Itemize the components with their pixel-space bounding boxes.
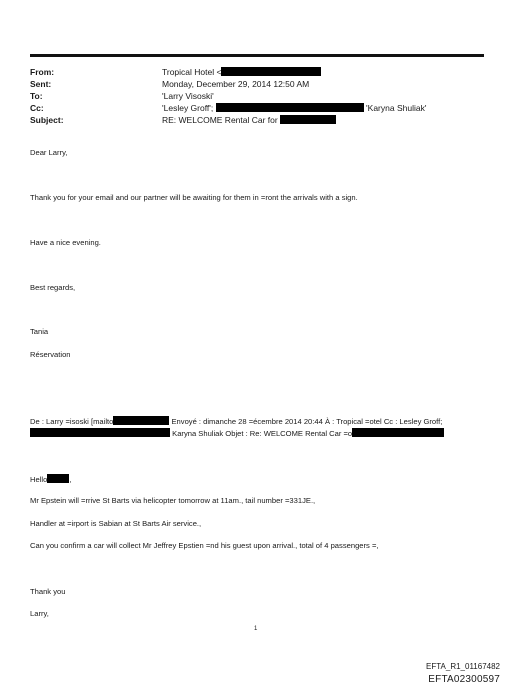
subject-label: Subject: [30,115,64,125]
redaction-block [113,416,169,425]
subject-text: RE: WELCOME Rental Car for [162,115,278,125]
reply-body: Thank you for your email and our partner will be awaiting for them in =ront the arrivals with a sign. [30,193,358,202]
regards: Best regards, [30,283,76,292]
redaction-block [221,67,321,76]
subject-row [30,114,490,126]
redaction-block [216,103,364,112]
cc-text: 'Lesley Groff'; [162,103,214,113]
cc-text-2: 'Karyna Shuliak' [366,103,427,113]
handler-line: Handler at =irport is Sabian at St Barts Air service., [30,519,202,528]
from-label: From: [30,67,55,77]
closing-line: Have a nice evening. [30,238,101,247]
cc-row [30,102,490,114]
to-label: To: [30,91,43,101]
header-divider [30,54,484,57]
sender-department: Réservation [30,350,71,359]
sent-value: Monday, December 29, 2014 12:50 AM [162,79,310,89]
email-header [30,66,490,126]
thanks-line: Thank you [30,587,66,596]
sent-label: Sent: [30,79,52,89]
redaction-block [47,474,72,484]
hello-text: Hello [30,475,48,484]
arrival-line: Mr Epstein will =rrive St Barts via helicopter tomorrow at 11am., tail number =331JE., [30,496,316,505]
from-text: Tropical Hotel < [162,67,222,77]
from-value [162,66,321,78]
hello-comma: , [69,475,72,484]
greeting: Dear Larry, [30,148,68,157]
forwarded-sent: Envoyé : dimanche 28 =écembre 2014 20:44 À : Tropical =otel Cc : Lesley Groff; [171,417,443,426]
to-row [30,90,490,102]
sender-name: Tania [30,327,49,336]
forwarded-subject: Karyna Shuliak Objet : Re: WELCOME Rental Car =o [172,429,353,438]
cc-label: Cc: [30,103,44,113]
cc-value [162,102,426,114]
confirm-line: Can you confirm a car will collect Mr Jeffrey Epstien =nd his guest upon arrival., total of 4 passengers =, [30,541,379,550]
forwarded-line-2 [30,428,490,440]
sent-row [30,78,490,90]
page-number: 1 [254,626,258,632]
bates-number-1: EFTA_R1_01167482 [426,662,500,671]
original-greeting [30,474,71,485]
forwarded-from: De : Larry =isoski [mailto [30,417,114,426]
subject-value [162,114,336,126]
forwarded-line-1 [30,416,490,428]
from-row [30,66,490,78]
redaction-block [30,428,170,437]
bates-number-2: EFTA02300597 [428,674,500,685]
to-value: 'Larry Visoski' [162,91,214,101]
redaction-block [280,115,336,124]
forwarded-header [30,416,490,440]
signoff-line: Larry, [30,609,49,618]
redaction-block [352,428,444,437]
